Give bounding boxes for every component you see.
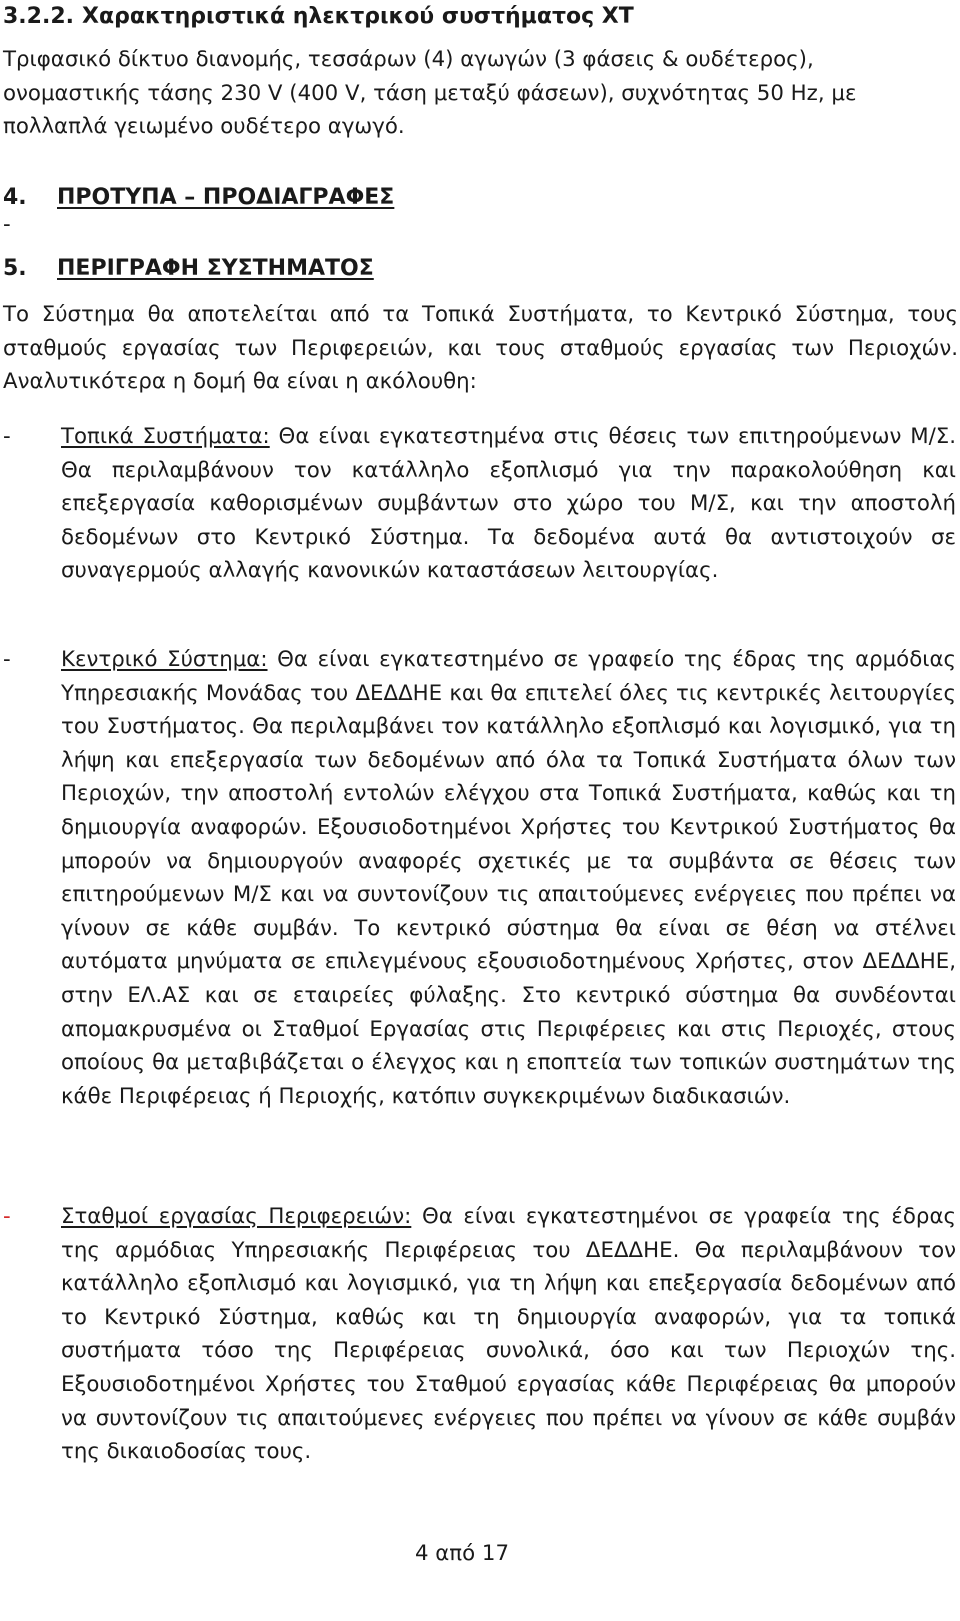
list-dash: - (3, 424, 11, 449)
section-heading-3-2-2 (3, 2, 634, 32)
list-item-text (61, 420, 956, 588)
section-heading-4 (3, 183, 394, 213)
section-paragraph: Τριφασικό δίκτυο διανομής, τεσσάρων (4) αγωγών (3 φάσεις & ουδέτερος), ονομαστικής τάσης 230 V (400 V, τάση μεταξύ φάσεων), συχνότητας 50 Hz, με πολλαπλά γειωμένο ουδέτερο αγωγό. (3, 47, 857, 140)
list-item-term: Κεντρικό Σύστημα: (61, 647, 268, 672)
section-title: ΠΡΟΤΥΠΑ – ΠΡΟΔΙΑΓΡΑΦΕΣ (57, 185, 395, 210)
section-number: 5. (3, 256, 27, 281)
section-number: 3.2.2. (3, 4, 74, 29)
list-item-term: Τοπικά Συστήματα: (61, 424, 270, 449)
section-title: Χαρακτηριστικά ηλεκτρικού συστήματος ΧΤ (82, 4, 634, 29)
empty-list-dash: - (3, 212, 11, 237)
list-item-text (61, 1200, 956, 1469)
section-paragraph: Το Σύστημα θα αποτελείται από τα Τοπικά Συστήματα, το Κεντρικό Σύστημα, τους σταθμούς εργασίας των Περιφερειών, και τους σταθμούς εργασίας των Περιοχών. Αναλυτικότερα η δομή θα είναι η ακόλουθη: (3, 302, 958, 395)
list-item-description: Θα είναι εγκατεστημένοι σε γραφεία της έδρας της αρμόδιας Υπηρεσιακής Περιφέρειας του ΔΕΔΔΗΕ. Θα περιλαμβάνουν τον κατάλληλο εξοπλισμό και λογισμικό, για τη λήψη και επεξεργασία δεδομένων από το Κεντρικό Σύστημα, καθώς και τη δημιουργία αναφορών, για τα τοπικά συστήματα τόσο της Περιφέρειας συνολικά, όσο και των Περιοχών της. Εξουσιοδοτημένοι Χρήστες του Σταθμού εργασίας κάθε Περιφέρειας θα μπορούν να συντονίζουν τις απαιτούμενες ενέργειες που πρέπει να γίνουν σε κάθε συμβάν της δικαιοδοσίας τους. (61, 1204, 956, 1465)
list-dash: - (3, 1204, 11, 1229)
list-item-description: Θα είναι εγκατεστημένα στις θέσεις των επιτηρούμενων Μ/Σ. Θα περιλαμβάνουν τον κατάλληλο εξοπλισμό για την παρακολούθηση και επεξεργασία καθορισμένων συμβάντων στο χώρο του Μ/Σ, και την αποστολή δεδομένων στο Κεντρικό Σύστημα. Τα δεδομένα αυτά θα αντιστοιχούν σε συναγερμούς αλλαγής κανονικών καταστάσεων λειτουργίας. (61, 424, 956, 584)
page-footer (0, 1539, 960, 1569)
section-heading-5 (3, 254, 374, 284)
page-number: 4 από 17 (414, 1541, 510, 1566)
list-item-term: Σταθμοί εργασίας Περιφερειών: (61, 1204, 412, 1229)
section-title: ΠΕΡΙΓΡΑΦΗ ΣΥΣΤΗΜΑΤΟΣ (57, 256, 374, 281)
list-dash: - (3, 647, 11, 672)
section-number: 4. (3, 185, 27, 210)
list-item-text (61, 643, 956, 1113)
list-item-description: Θα είναι εγκατεστημένο σε γραφείο της έδρας της αρμόδιας Υπηρεσιακής Μονάδας του ΔΕΔΔΗΕ και θα επιτελεί όλες τις κεντρικές λειτουργίες του Συστήματος. Θα περιλαμβάνει τον κατάλληλο εξοπλισμό και λογισμικό, για τη λήψη και επεξεργασία των δεδομένων από όλα τα Τοπικά Συστήματα όλων των Περιοχών, την αποστολή εντολών ελέγχου στα Τοπικά Συστήματα, καθώς και τη δημιουργία αναφορών. Εξουσιοδοτημένοι Χρήστες του Κεντρικού Συστήματος θα μπορούν να δημιουργούν αναφορές σχετικές με τα συμβάντα σε θέσεις των επιτηρούμενων Μ/Σ και να συντονίζουν τις απαιτούμενες ενέργειες που πρέπει να γίνουν σε κάθε συμβάν. Το κεντρικό σύστημα θα είναι σε θέση να στέλνει αυτόματα μηνύματα σε επιλεγμένους εξουσιοδοτημένους Χρήστες, στον ΔΕΔΔΗΕ, στην ΕΛ.ΑΣ και σε εταιρείες φύλαξης. Στο κεντρικό σύστημα θα συνδέονται απομακρυσμένα οι Σταθμοί Εργασίας στις Περιφέρειες και στις Περιοχές, στους οποίους θα μεταβιβάζεται ο έλεγχος και η εποπτεία των τοπικών συστημάτων της κάθε Περιφέρειας ή Περιοχής, κατόπιν συγκεκριμένων διαδικασιών. (61, 647, 956, 1109)
